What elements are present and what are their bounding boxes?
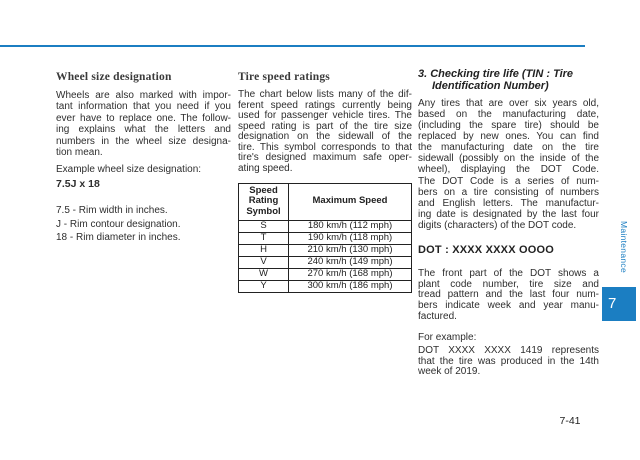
table-cell: H xyxy=(239,244,289,256)
for-example-label: For example: xyxy=(418,331,477,343)
dot-example-paragraph xyxy=(418,346,599,378)
text-line: replaced by new ones. You can find xyxy=(418,131,599,143)
example-label: Example wheel size designation: xyxy=(56,164,202,176)
table-cell: 270 km/h (168 mph) xyxy=(289,268,412,280)
text-line: ing explains what the letters and xyxy=(56,124,231,136)
table-header-symbol xyxy=(239,184,289,221)
wheel-size-heading: Wheel size designation xyxy=(56,71,172,83)
text-line: Speed xyxy=(249,185,278,196)
text-line: designation on the sidewall of the xyxy=(238,131,412,142)
text-line: Wheels are also marked with impor- xyxy=(56,90,231,101)
tire-life-heading-line2: Identification Number) xyxy=(432,79,549,92)
text-line: ing date is designated by the last four xyxy=(418,208,599,220)
table-row xyxy=(239,220,412,232)
table-cell: 180 km/h (112 mph) xyxy=(289,220,412,232)
text-line: speed rating is part of the tire size xyxy=(238,120,412,132)
text-line: DOT XXXX XXXX 1419 represents xyxy=(418,344,599,356)
text-line: The chart below lists many of the dif- xyxy=(238,89,412,100)
text-line: tire's designed maximum safe oper- xyxy=(238,152,412,163)
table-row xyxy=(239,244,412,256)
text-line: bers indicate week and year manu- xyxy=(418,300,599,312)
table-cell: W xyxy=(239,268,289,280)
column-checking-tire-life xyxy=(418,69,599,378)
text-line: tread pattern and the last four num- xyxy=(418,289,599,301)
header-rule xyxy=(0,45,585,47)
text-line: ating speed. xyxy=(238,162,293,174)
tire-life-heading-line1: 3. Checking tire life (TIN : Tire xyxy=(418,68,574,80)
text-line: plant code number, tire size and xyxy=(418,278,599,290)
chapter-number: 7 xyxy=(608,295,617,312)
dot-code-line: DOT : XXXX XXXX OOOO xyxy=(418,243,555,256)
text-line: and English letters. The manufactur- xyxy=(418,197,599,209)
text-line: used for passenger vehicle tires. The xyxy=(238,110,412,121)
table-cell: T xyxy=(239,232,289,244)
speed-rating-table-body xyxy=(239,220,412,292)
text-line: Symbol xyxy=(246,205,281,217)
rim-definition-list xyxy=(56,204,231,244)
text-line: numbers in the wheel size designa- xyxy=(56,135,231,147)
table-cell: 300 km/h (186 mph) xyxy=(289,280,412,292)
tire-life-paragraph xyxy=(418,98,599,231)
text-line: Any tires that are over six years old, xyxy=(418,98,599,110)
wheel-size-paragraph xyxy=(56,90,231,158)
text-line: tant information that you need if you xyxy=(56,101,231,113)
table-cell: 240 km/h (149 mph) xyxy=(289,256,412,268)
text-line: bers on a tire consisting of numbers xyxy=(418,186,599,198)
text-line: that the tire was produced in the 14th xyxy=(418,355,599,367)
table-cell: S xyxy=(239,220,289,232)
speed-ratings-heading: Tire speed ratings xyxy=(238,71,330,83)
chapter-tab-box xyxy=(602,287,636,321)
column-tire-speed-ratings xyxy=(238,71,412,293)
table-cell: 210 km/h (130 mph) xyxy=(289,244,412,256)
table-row xyxy=(239,232,412,244)
table-cell: Y xyxy=(239,280,289,292)
text-line: digits (characters) of the DOT code. xyxy=(418,219,577,231)
table-cell: V xyxy=(239,256,289,268)
text-line: The front part of the DOT shows a xyxy=(418,267,599,279)
text-line: (including the spare tire) should be xyxy=(418,120,599,132)
column-wheel-size-designation xyxy=(56,71,231,244)
text-line: 18 - Rim diameter in inches. xyxy=(56,232,181,244)
table-cell: 190 km/h (118 mph) xyxy=(289,232,412,244)
text-line: the manufacturing date on the tire xyxy=(418,142,599,154)
text-line: wheel), displaying the DOT Code. xyxy=(418,164,599,176)
table-row xyxy=(239,256,412,268)
text-line: week of 2019. xyxy=(418,366,481,378)
chapter-tab-label: Maintenance xyxy=(619,221,629,273)
text-line: Rating xyxy=(248,195,279,207)
text-line: ferent speed ratings currently being xyxy=(238,99,412,111)
table-row xyxy=(239,280,412,292)
speed-rating-table xyxy=(238,183,412,293)
page-number: 7-41 xyxy=(559,415,581,427)
speed-ratings-paragraph xyxy=(238,90,412,174)
example-wheel-size-value: 7.5J x 18 xyxy=(56,178,100,191)
text-line: sidewall (possibly on the inside of the xyxy=(418,153,599,165)
text-line: based on the manufacturing date, xyxy=(418,109,599,121)
text-line: tion mean. xyxy=(56,147,103,159)
text-line: ever have to replace one. The follow- xyxy=(56,112,231,124)
text-line: factured. xyxy=(418,310,457,322)
text-line: 7.5 - Rim width in inches. xyxy=(56,205,168,217)
table-row xyxy=(239,268,412,280)
table-header-row xyxy=(239,184,412,221)
table-header-max-speed: Maximum Speed xyxy=(289,184,412,221)
text-line: J - Rim contour designation. xyxy=(56,218,181,230)
speed-rating-table-head xyxy=(239,184,412,221)
dot-explanation-paragraph xyxy=(418,269,599,323)
text-line: tire. This symbol corresponds to that xyxy=(238,141,412,153)
text-line: The DOT Code is a series of num- xyxy=(418,175,599,187)
